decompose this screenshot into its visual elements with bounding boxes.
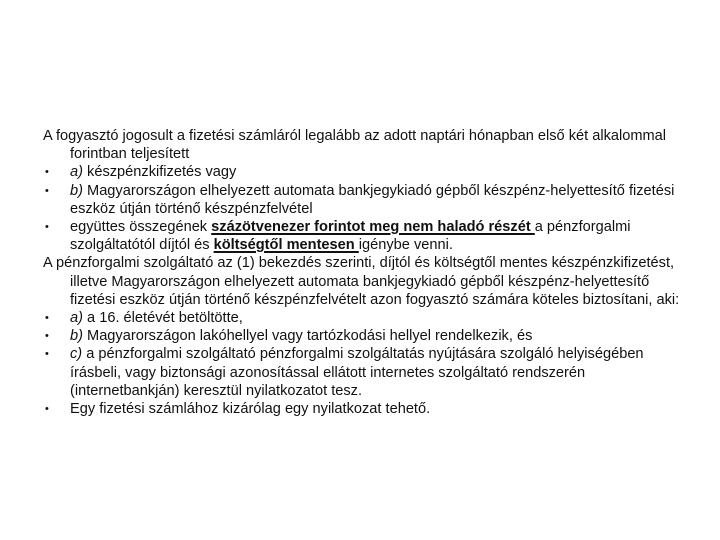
item-prefix: c) [70, 346, 83, 363]
paragraph-provider-obligation: A pénzforgalmi szolgáltató az (1) bekezdés szerinti, díjtól és költségtől mentes készpénzkifizetést, illetve Magyarországon elhelyezett automata bankjegykiadó gépből készpénz-helyettesítő fizetési eszköz útján történő készpénzfelvételt azon fogyasztó számára köteles biztosítani, aki: [43, 255, 680, 308]
bullet-icon: • [45, 348, 49, 361]
item-text-before: együttes összegének [70, 219, 212, 236]
emphasis-free-of-charge: költségtől mentesen [213, 237, 359, 254]
bullet-single-declaration [43, 400, 683, 418]
bullet-icon: • [45, 166, 49, 179]
item-text: Magyarországon lakóhellyel vagy tartózkodási hellyel rendelkezik, és [82, 328, 533, 345]
bullet-icon: • [45, 184, 49, 197]
item-text: a 16. életévét betöltötte, [82, 310, 243, 327]
bullet-icon: • [45, 330, 49, 343]
bullet-condition-b [43, 327, 683, 345]
item-text-after: igénybe venni. [358, 237, 453, 254]
item-prefix: a) [70, 164, 83, 181]
bullet-condition-a [43, 309, 683, 327]
item-text: a pénzforgalmi szolgáltató pénzforgalmi szolgáltatás nyújtására szolgáló helyiségében írásbeli, vagy biztonsági azonosítással ellátott internetes szolgáltató rendszerén (internetbankján) keresztül nyilatkozatot tesz. [70, 346, 644, 399]
bullet-condition-c [43, 345, 683, 400]
emphasis-amount-limit: százötvenezer forintot meg nem haladó részét [211, 219, 535, 236]
bullet-item-a [43, 163, 683, 181]
item-prefix: a) [70, 310, 83, 327]
paragraph-entitlement: A fogyasztó jogosult a fizetési számláról legalább az adott naptári hónapban első két alkalommal forintban teljesített [43, 128, 667, 163]
bullet-icon: • [45, 312, 49, 325]
item-prefix: b) [70, 182, 83, 199]
bullet-item-combined-amount [43, 218, 683, 254]
slide-body [43, 127, 683, 418]
item-prefix: b) [70, 328, 83, 345]
bullet-item-b [43, 182, 683, 218]
item-text-middle: a pénzforgalmi szolgáltatótól díjtól és [70, 219, 631, 254]
bullet-icon: • [45, 403, 49, 416]
item-text: Magyarországon elhelyezett automata bankjegykiadó gépből készpénz-helyettesítő fizetési eszköz útján történő készpénzfelvétel [70, 182, 675, 217]
item-text: készpénzkifizetés vagy [82, 164, 237, 181]
item-text: Egy fizetési számlához kizárólag egy nyilatkozat tehető. [70, 401, 431, 418]
bullet-icon: • [45, 221, 49, 234]
